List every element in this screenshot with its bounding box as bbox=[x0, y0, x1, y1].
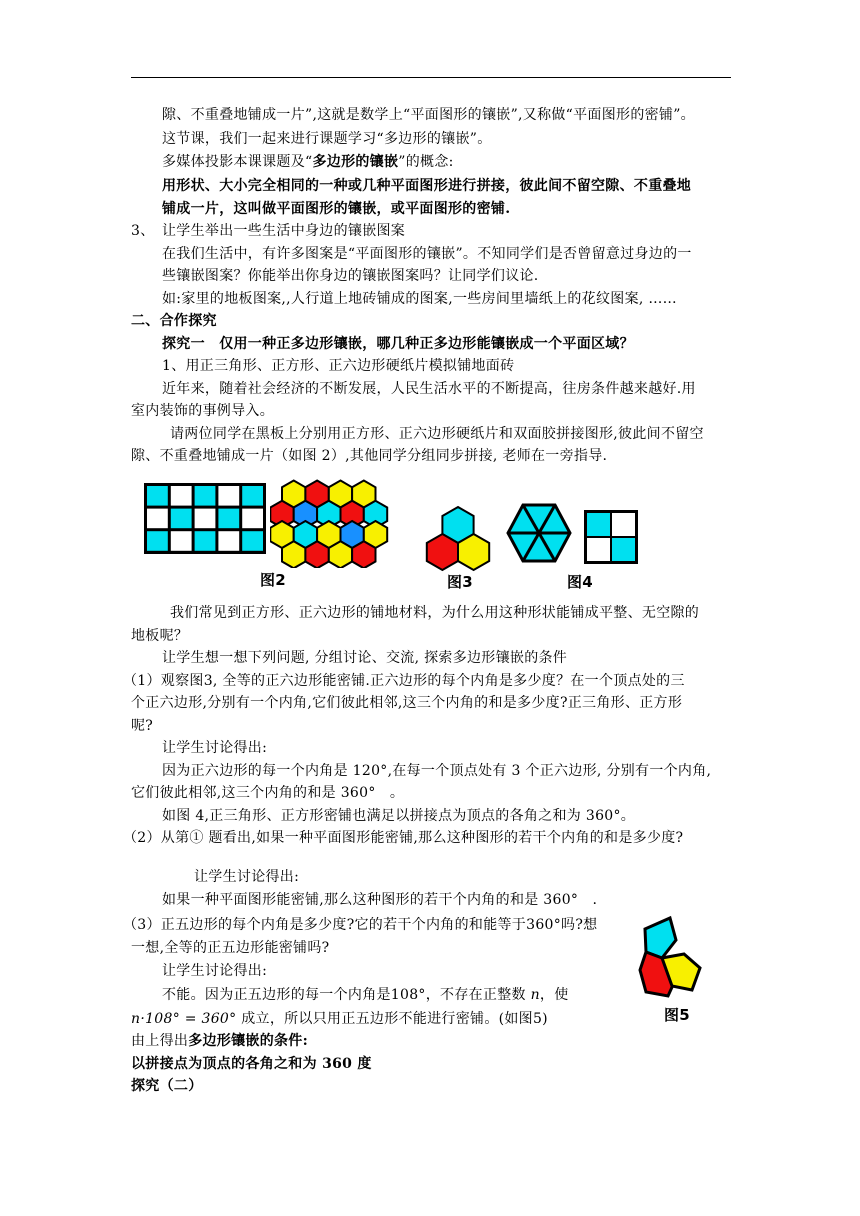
text-run: 多媒体投影本课课题及“ bbox=[162, 154, 313, 170]
square-tile bbox=[147, 486, 168, 506]
text-line: 如图 4,正三角形、正方形密铺也满足以拼接点为顶点的各角之和为 360°。 bbox=[162, 808, 636, 824]
hexagon-tile bbox=[282, 541, 305, 568]
hexagon-tile bbox=[427, 534, 458, 570]
text-line: 呢? bbox=[131, 718, 154, 734]
text-line: （3）正五边形的每个内角是多少度?它的若干个内角的和能等于360°吗?想 bbox=[123, 917, 598, 933]
figure-4-triangle-hexagon bbox=[506, 502, 572, 564]
square-tile bbox=[171, 531, 192, 551]
text-line: 请两位同学在黑板上分别用正方形、正六边形硬纸片和双面胶拼接图形,彼此间不留空 bbox=[170, 426, 704, 442]
text-run: 不能。因为正五边形的每一个内角是108°，不存在正整数 bbox=[162, 987, 526, 1003]
figure-5-three-pentagons bbox=[632, 912, 720, 1000]
definition-line: 用形状、大小完全相同的一种或几种平面图形进行拼接，彼此间不留空隙、不重叠地 bbox=[162, 178, 692, 194]
text-run: 成立，所以只用正五边形不能进行密铺。(如图5) bbox=[241, 1011, 548, 1027]
text-line: 让学生讨论得出: bbox=[162, 740, 268, 756]
text-run: ，使 bbox=[539, 987, 569, 1003]
figure-3-three-hexagons bbox=[420, 492, 496, 574]
subsection-heading: 探究（二） bbox=[131, 1078, 203, 1094]
text-line: 1、用正三角形、正方形、正六边形硬纸片模拟铺地面砖 bbox=[162, 358, 515, 374]
math-variable: n bbox=[530, 987, 540, 1003]
text-line: （1）观察图3, 全等的正六边形能密铺.正六边形的每个内角是多少度？在一个顶点处的三 bbox=[123, 673, 685, 689]
math-equation: n·108° = 360° bbox=[131, 1011, 237, 1027]
text-line: 让学生举出一些生活中身边的镶嵌图案 bbox=[162, 223, 406, 239]
text-line: 个正六边形,分别有一个内角,它们彼此相邻,这三个内角的和是多少度?正三角形、正方形 bbox=[131, 695, 683, 711]
text-line: 让学生想一想下列问题, 分组讨论、交流, 探索多边形镶嵌的条件 bbox=[162, 650, 568, 666]
text-line: 因为正六边形的每一个内角是 120°,在每一个顶点处有 3 个正六边形, 分别有一个内角, bbox=[162, 763, 712, 779]
figure-5-caption: 图5 bbox=[664, 1006, 691, 1024]
square-tile bbox=[218, 509, 239, 529]
hexagon-tile bbox=[352, 541, 375, 568]
text-run: 由上得出 bbox=[131, 1033, 189, 1049]
text-run: ”的概念: bbox=[398, 154, 454, 170]
text-line bbox=[162, 985, 569, 1005]
text-line: （2）从第① 题看出,如果一种平面图形能密铺,那么这种图形的若干个内角的和是多少度? bbox=[123, 830, 684, 846]
text-line bbox=[162, 152, 454, 172]
item-number: 3、 bbox=[131, 223, 155, 239]
text-line: 让学生讨论得出: bbox=[162, 963, 268, 979]
bold-term: 多边形镶嵌的条件: bbox=[188, 1033, 309, 1049]
text-line: 让学生讨论得出: bbox=[194, 869, 300, 885]
definition-line: 铺成一片，这叫做平面图形的镶嵌，或平面图形的密铺. bbox=[162, 201, 511, 217]
header-rule bbox=[131, 77, 731, 78]
text-line: 如果一种平面图形能密铺,那么这种图形的若干个内角的和是 360° . bbox=[162, 892, 598, 908]
text-line: 近年来，随着社会经济的不断发展，人民生活水平的不断提高，往房条件越来越好.用 bbox=[162, 381, 696, 397]
square-tile bbox=[218, 486, 239, 506]
figure-2-square-tiling bbox=[144, 483, 266, 554]
text-line: 在我们生活中，有许多图案是“平面图形的镶嵌”。不知同学们是否曾留意过身边的一 bbox=[162, 246, 692, 262]
conclusion-line: 以拼接点为顶点的各角之和为 360 度 bbox=[131, 1056, 372, 1072]
text-line: 隙、不重叠地铺成一片（如图 2）,其他同学分组同步拼接, 老师在一旁指导. bbox=[131, 448, 608, 464]
square-tile bbox=[147, 531, 168, 551]
square-tile bbox=[147, 509, 168, 529]
figure-3-caption: 图3 bbox=[447, 573, 474, 591]
section-heading: 二、合作探究 bbox=[131, 313, 217, 329]
text-line: 些镶嵌图案？你能举出你身边的镶嵌图案吗？让同学们议论. bbox=[162, 268, 539, 284]
text-line: 如:家里的地板图案,,人行道上地砖铺成的图案,一些房间里墙纸上的花纹图案, …… bbox=[162, 291, 677, 307]
square-tile bbox=[195, 531, 216, 551]
square-tile bbox=[171, 509, 192, 529]
square-tile bbox=[242, 486, 263, 506]
text-line: 隙、不重叠地铺成一片”,这就是数学上“平面图形的镶嵌”,又称做“平面图形的密铺”。 bbox=[162, 107, 695, 123]
square-tile bbox=[195, 509, 216, 529]
hexagon-tile bbox=[329, 541, 352, 568]
figure-4-caption: 图4 bbox=[567, 573, 594, 591]
text-line: 地板呢？ bbox=[131, 628, 189, 644]
hexagon-tile bbox=[458, 534, 489, 570]
square-tile bbox=[171, 486, 192, 506]
subsection-heading: 探究一 仅用一种正多边形镶嵌，哪几种正多边形能镶嵌成一个平面区域？ bbox=[162, 336, 634, 352]
square-tile bbox=[195, 486, 216, 506]
text-line: 它们彼此相邻,这三个内角的和是 360° 。 bbox=[131, 785, 405, 801]
figure-2-caption: 图2 bbox=[260, 571, 287, 589]
square-tile bbox=[218, 531, 239, 551]
text-line: 室内装饰的事例导入。 bbox=[131, 403, 274, 419]
hexagon-tile bbox=[305, 541, 328, 568]
square-tile bbox=[242, 509, 263, 529]
text-line: 这节课，我们一起来进行课题学习“多边形的镶嵌”。 bbox=[162, 131, 492, 147]
figure-4-square-grid bbox=[584, 510, 638, 564]
figure-2-hexagon-tiling bbox=[270, 478, 412, 568]
text-line bbox=[131, 1031, 308, 1051]
square-tile bbox=[242, 531, 263, 551]
bold-term: 多边形的镶嵌 bbox=[312, 154, 399, 170]
text-line: 我们常见到正方形、正六边形的铺地材料，为什么用这种形状能铺成平整、无空隙的 bbox=[170, 605, 700, 621]
text-line: 一想,全等的正五边形能密铺吗? bbox=[131, 940, 330, 956]
text-line bbox=[131, 1009, 548, 1029]
